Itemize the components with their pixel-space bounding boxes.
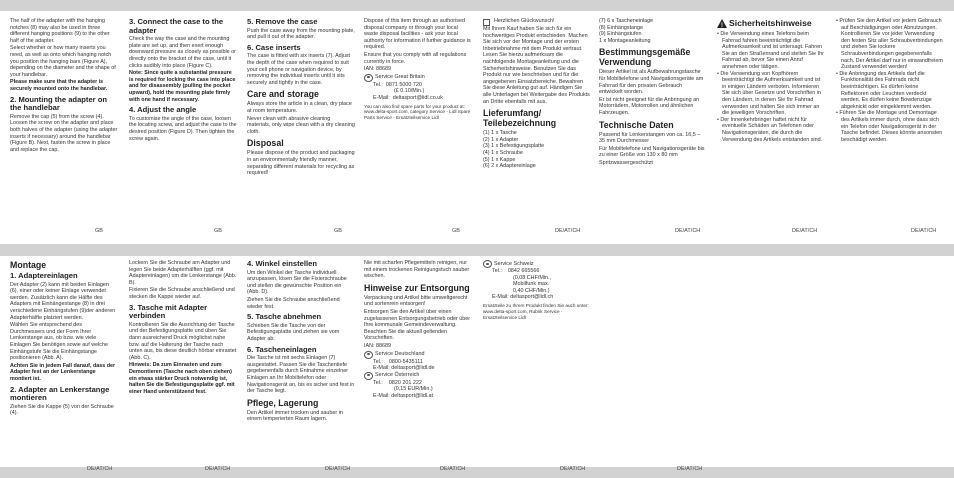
note-text: Note: Since quite a substantial pressure is required for locking the case into place and for disassembly (pulling the pocket upward), hold the mounting plate firmly with one hand if necessary. — [129, 70, 236, 103]
paragraph: Nie mit scharfen Pflegemitteln reinigen, nur mit einem trockenen Reinigungstuch sauber wischen. — [364, 260, 470, 280]
ian-number: IAN: 88689 — [364, 66, 391, 73]
paragraph: Entsorgen Sie den Artikel über einen zugelassenen Entsorgungsbetrieb oder über Ihre kommunale Gemeindeverwaltung. Beachten Sie die aktuell geltenden Vorschriften. — [364, 308, 471, 342]
column-de-4 — [836, 18, 944, 143]
list-item: • Führen Sie die Montage und Demontage des Artikels immer durch, ohne dass sich ein Telefon oder Navigationsgerät in der Tasche befindet. Dieses könnte ansonsten beschädigt werden. — [836, 110, 943, 143]
list-item: (8) Einhängstange — [599, 24, 644, 31]
tel-price: 0,40 CHF/Min.) — [513, 287, 550, 294]
column-de-8 — [364, 260, 472, 400]
mail-address: deltasport@lidl.de — [391, 365, 435, 372]
paragraph: Um den Winkel der Tasche individuell anzupassen, lösen Sie die Fixierschraube und stellen die gewünschte Position ein (Abb. D). — [247, 269, 347, 296]
service-name: Service Schweiz — [494, 260, 534, 267]
service-icon — [364, 372, 373, 380]
service-icon — [364, 351, 373, 359]
service-icon — [483, 260, 492, 268]
footer-bottom — [0, 464, 954, 474]
column-de-9 — [483, 260, 591, 321]
tel-label: Tel.: — [373, 358, 383, 365]
paragraph: Never clean with abrasive cleaning materials, only wipe clean with a dry cleaning cloth. — [247, 115, 355, 135]
tel-number: 0871 5000 720 — [385, 81, 422, 88]
list-item: • Die Verwendung eines Telefons beim Fahrrad fahren beeinträchtigt die Aufmerksamkeit und ist untersagt. Fahren Sie an den Straßenrand und stellen Sie Ihr Fahrrad ab, bevor Sie einen Anruf annehmen oder tätigen. — [717, 31, 824, 70]
list-item: (1) 1 x Tasche — [483, 130, 517, 137]
footer-label: DE/AT/CH — [560, 466, 586, 472]
tel-price: (0,08 CHF/Min., — [513, 274, 552, 281]
heading: Montage — [10, 260, 47, 270]
list-item: (9) Einhängstufen — [599, 31, 642, 38]
service-icon — [364, 74, 373, 82]
ian-number: IAN: 88689 — [364, 342, 391, 349]
paragraph: Kontrollieren Sie die Ausrichtung der Tasche und der Befestigungsplatte und üben Sie dann ausreichend Druck möglichst nahe bzw. auf die Halterung der Tasche nach unten aus, bis diese deutlich hörbar einrastet (Abb. C). — [129, 321, 237, 361]
spare-parts-note: You can also find spare parts for your product at: www.delta-sport.com, category Service - Lidl Spare Parts Service - Ersatzteilservice Lidl — [364, 103, 471, 121]
paragraph: Die Tasche ist mit sechs Einlagen (7) ausgestattet. Passen Sie die Taschentiefe gegebenenfalls durch Entnahme einzelner Einlagen an Ihr Mobiltelefon oder Navigationsgerät an, bis es sicher und fest in der Tasche liegt. — [247, 355, 355, 395]
paragraph: Verpackung und Artikel bitte umweltgerecht und sortenrein entsorgen! — [364, 294, 468, 308]
tel-label: Tel.: — [373, 81, 383, 88]
heading: Lieferumfang/ Teilebezeichnung — [483, 108, 557, 129]
footer-label: DE/AT/CH — [675, 228, 701, 234]
tel-number: 0842 665566 — [507, 268, 540, 274]
paragraph: Lockern Sie die Schraube am Adapter und legen Sie beide Adapterhälften (ggf. mit Adaptereinlagen) um die Lenkerstange (Abb. B). — [129, 260, 237, 286]
column-de-5 — [10, 260, 118, 418]
mail-label: E-Mail: — [373, 94, 390, 101]
paragraph: Passend für Lenkerstangen von ca. 16,5 – 35 mm Durchmesser — [599, 131, 701, 145]
paragraph: Fixieren Sie die Schraube anschließend und stecken die Kappe wieder auf. — [129, 287, 235, 300]
column-gb-3 — [247, 18, 355, 178]
service-heading — [364, 351, 472, 359]
paragraph: Push the case away from the mounting plate, and pull it out of the adapter. — [247, 27, 355, 41]
footer-label: DE/AT/CH — [792, 228, 818, 234]
footer-label: DE/AT/CH — [440, 466, 466, 472]
heading: 2. Adapter an Lenkerstange montieren — [10, 384, 110, 403]
footer-label: GB — [334, 228, 342, 234]
tel-price: Mobilfunk max. — [513, 281, 550, 288]
paragraph: The half of the adapter with the hanging notches (8) may also be used in three different hanging positions (9) to the other half of the adapter. — [10, 18, 110, 44]
tel-price: (£ 0.10/Min.) — [394, 88, 425, 95]
paragraph: Mit Ihrem Kauf haben Sie sich für ein hochwertiges Produkt entschieden. Machen Sie sich vor der Montage und der ersten Inbetriebnahme mit dem Produkt vertraut. Lesen Sie hierzu aufmerksam die nachfolgende Montageanleitung und die Sicherheitshinweise. Benutzen Sie das Produkt nur wie beschrieben und für die angegebenen Einsatzbereiche. Bewahren Sie diese Anleitung gut auf. Händigen Sie alle Unterlagen bei Weitergabe des Produkts an Dritte ebenfalls mit aus. — [483, 26, 590, 105]
note-text: Hinweis: Da zum Einrasten und zum Demontieren (Tasche nach oben ziehen) ein etwas stärker Druck notwendig ist, halten Sie die Befestigungsplatte ggf. mit einer Hand unterstützend fest. — [129, 362, 235, 395]
paragraph: Check the way the case and the mounting plate are set up, and then exert enough downward pressure as closely as possible or directly onto the bracket of the case, until it clicks audibly into place (Figure C). — [129, 36, 236, 69]
warning-text: Please make sure that the adapter is securely mounted onto the handlebar. — [10, 79, 108, 92]
paragraph: The case is fitted with six inserts (7). Adjust the depth of the case when required to suit your cell phone or navigation device, by removing the individual inserts until it sits securely and tightly in the case. — [247, 53, 351, 86]
tel-number: 0820 201 222 — [388, 379, 422, 386]
top-band — [0, 0, 954, 11]
spare-parts-note: Ersatzteile zu Ihrem Produkt finden Sie auch unter: www.delta-sport.com, Rubrik Service - Ersatzteilservice Lidl — [483, 302, 589, 320]
list-item: 1 x Montageanleitung — [599, 37, 651, 44]
service-name: Service Österreich — [375, 372, 420, 379]
column-gb-1 — [10, 18, 118, 154]
heading: Hinweise zur Entsorgung — [364, 282, 470, 293]
footer-label: GB — [214, 228, 222, 234]
heading: 6. Tascheneinlagen — [247, 344, 317, 354]
paragraph: Ensure that you comply with all regulations currently in force. — [364, 51, 467, 65]
list-item: (3) 1 x Befestigungsplatte — [483, 143, 545, 150]
paragraph: To customise the angle of the case, loosen the locating screw, and adjust the case to the desired position (Figure D). Then tighten the screw again. — [129, 115, 237, 142]
list-item: (4) 1 x Schraube — [483, 149, 523, 156]
footer-label: DE/AT/CH — [911, 228, 937, 234]
greeting: Herzlichen Glückwunsch! — [494, 18, 555, 24]
footer-label: GB — [452, 228, 460, 234]
heading: Bestimmungsgemäße Verwendung — [599, 47, 691, 68]
heading: 3. Tasche mit Adapter verbinden — [129, 302, 208, 321]
tel-label: Tel.: — [492, 268, 502, 274]
list-item: • Die Anbringung des Artikels darf die Funktionalität des Fahrrads nicht beeinträchtigen. Es dürfen keine Reflektoren oder Leuchten verdeckt werden. Es dürfen keine Bowdenzüge abgeknickt oder eingeklemmt werden. — [836, 70, 932, 110]
list-item: • Prüfen Sie den Artikel vor jedem Gebrauch auf Beschädigungen oder Abnutzungen. Kontrollieren Sie vor jeder Verwendung den festen Sitz aller Schraubverbindungen und ziehen Sie lockere Schraubverbindungen gegebenenfalls nach. Der Artikel darf nur in einwandfreiem Zustand verwendet werden! — [836, 18, 943, 71]
list-item: (6) 2 x Adaptereinlage — [483, 163, 536, 170]
column-de-6 — [129, 260, 237, 396]
column-gb-4 — [364, 18, 472, 122]
paragraph: Den Artikel immer trocken und sauber in einem temperierten Raum lagern. — [247, 409, 343, 423]
heading: Sicherheitshinweise — [729, 18, 812, 28]
heading: Pflege, Lagerung — [247, 397, 319, 408]
heading: 5. Remove the case — [247, 18, 318, 26]
mail-address: deltasport@lidl.co.uk — [392, 94, 443, 101]
service-heading — [483, 260, 591, 268]
mail-label: E-Mail: — [492, 294, 509, 301]
mail-label: E-Mail: — [373, 365, 390, 372]
footer-label: GB — [95, 228, 103, 234]
heading: 6. Case inserts — [247, 42, 301, 52]
heading: 5. Tasche abnehmen — [247, 312, 322, 322]
service-name: Service Deutschland — [375, 351, 425, 358]
warning-icon: ! — [717, 19, 727, 28]
paragraph: Always store the article in a clean, dry place at room temperature. — [247, 101, 352, 114]
paragraph: Select whether or how many inserts you need, as well as onto which hanging notch you position the hanging bars (Figure A), depending on the diameter and the shape of your handlebar. — [10, 45, 116, 78]
column-de-2 — [599, 18, 707, 168]
list-item: (7) 6 x Tascheneinlage — [599, 18, 654, 24]
checkbox-icon — [483, 19, 490, 26]
paragraph: Wählen Sie entsprechend des Durchmessers und der Form Ihrer Lenkerstange aus, ob bzw. wie viele Einlagen Sie benötigen sowie auf welche Einhängstufe Sie die Einhängstange positionieren (Abb. A). — [10, 322, 108, 362]
mail-address: deltasport@lidl.ch — [510, 294, 554, 301]
footer-label: DE/AT/CH — [325, 466, 351, 472]
mail-address: deltasport@lidl.at — [391, 392, 434, 399]
warning-text: Achten Sie in jedem Fall darauf, dass der Adapter fest an der Lenkerstange montiert ist. — [10, 362, 116, 382]
list-item: (5) 1 x Kappe — [483, 156, 516, 163]
service-name: Service Great Britain — [375, 74, 425, 81]
service-heading — [364, 74, 472, 82]
heading: 3. Connect the case to the adapter — [129, 18, 224, 35]
paragraph: Spritzwassergeschützt — [599, 159, 653, 166]
heading: 2. Mounting the adapter on the handlebar — [10, 94, 108, 113]
column-de-3 — [717, 18, 825, 143]
list-item: • Die Verwendung von Kopfhörern beeinträchtigt die Aufmerksamkeit und ist in einigen Ländern verboten. Informieren Sie sich über Gesetze und Vorschriften in den Ländern, in denen Sie Ihr Fahrrad verwenden und halten Sie sich immer an die jeweiligen Vorschriften. — [717, 70, 821, 117]
footer-label: DE/AT/CH — [555, 228, 581, 234]
footer-label: DE/AT/CH — [677, 466, 703, 472]
mail-label: E-Mail: — [373, 392, 390, 399]
heading: Care and storage — [247, 89, 319, 100]
column-de-7 — [247, 260, 355, 424]
paragraph: Remove the cap (5) from the screw (4). Loosen the screw on the adapter and place both halves of the adapter (using the adapter inserts if necessary) around the handlebar (Figure B). Next, fasten the screw in place and replace the cap. — [10, 113, 118, 153]
paragraph: Ziehen Sie die Kappe (5) von der Schraube (4). — [10, 403, 114, 417]
paragraph: Er ist nicht geeignet für die Anbringung an Motorrädern, Motorrollen und ähnlichen Fahrzeugen. — [599, 96, 700, 116]
paragraph: Ziehen Sie die Schraube anschließend wieder fest. — [247, 296, 340, 310]
paragraph: Dieser Artikel ist als Aufbewahrungstasche für Mobiltelefone und Navigationsgeräte am Fahrrad für den privaten Gebrauch entwickelt worden. — [599, 69, 704, 96]
footer-label: DE/AT/CH — [87, 466, 113, 472]
paragraph: Dispose of this item through an authorised disposal company or through your local waste disposal facilities - ask your local authority for information if further guidance is required. — [364, 18, 471, 51]
list-item: (2) 1 x Adapter — [483, 136, 519, 143]
tel-label: Tel.: — [373, 379, 383, 386]
heading: Disposal — [247, 138, 284, 149]
paragraph: Schieben Sie die Tasche von der Befestigungsplatte und ziehen sie vom Adapter ab. — [247, 322, 340, 342]
paragraph: Für Mobiltelefone und Navigationsgeräte bis zu einer Größe von 130 x 80 mm — [599, 145, 705, 159]
tel-number: 0800-5435111 — [388, 358, 423, 365]
heading: 4. Winkel einstellen — [247, 260, 317, 268]
footer-label: DE/AT/CH — [205, 466, 231, 472]
footer-top — [0, 226, 954, 236]
tel-price: (0,15 EUR/Min.) — [394, 386, 433, 393]
service-heading — [364, 372, 472, 380]
column-de-1 — [483, 18, 591, 170]
heading: 1. Adaptereinlagen — [10, 271, 78, 280]
list-item: • Der Innenkehrbringer haftet nicht für eventuelle Schäden an Telefonen oder Navigationsgeräten, die durch die Verwendung des Artikels entstanden sind. — [717, 116, 823, 143]
paragraph: Der Adapter (2) kann mit beiden Einlagen (6), einer oder keiner Einlage verwendet werden. Zusätzlich kann die Hälfte des Adapters mit Einhängestange (8) in drei verschiedene Einhängstufen (9)der anderen Adapterhälfte platziert werden. — [10, 281, 116, 321]
middle-band — [0, 244, 954, 256]
column-gb-2 — [129, 18, 237, 143]
heading: 4. Adjust the angle — [129, 105, 197, 115]
heading: Technische Daten — [599, 119, 674, 130]
paragraph: Please dispose of the product and packaging in an environmentally friendly manner, separating different materials for recycling as required! — [247, 150, 355, 177]
